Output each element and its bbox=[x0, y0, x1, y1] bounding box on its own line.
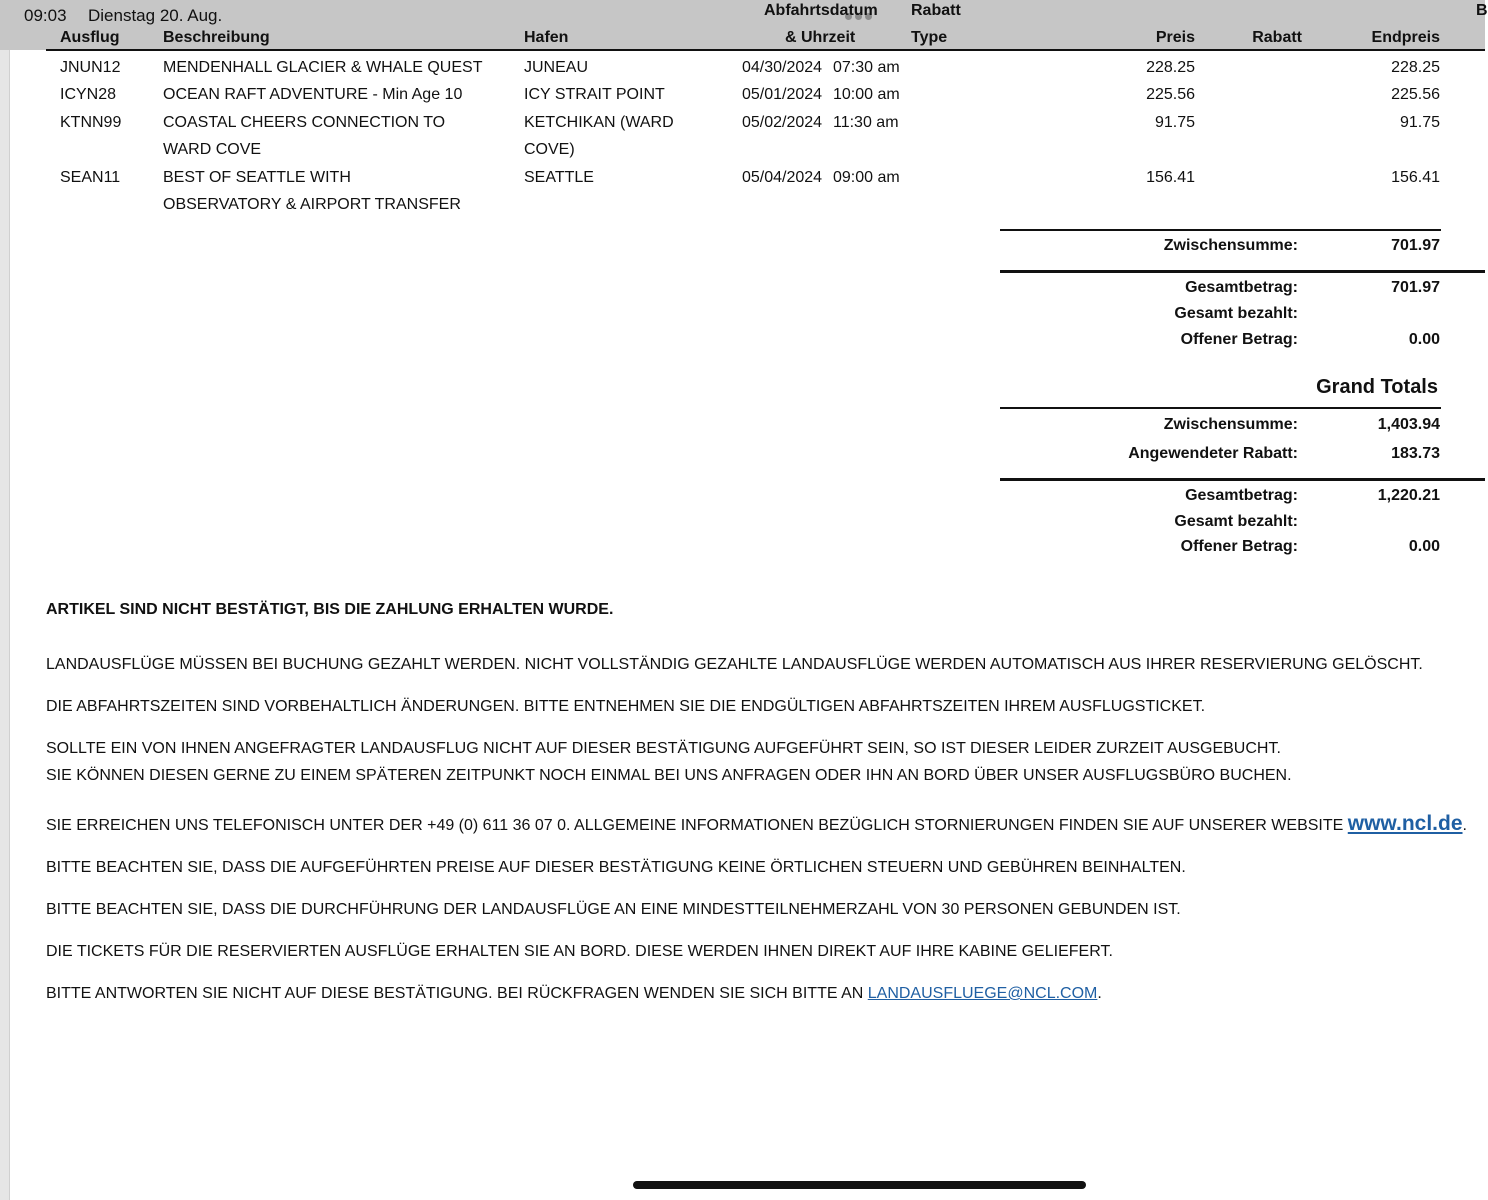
row-port: KETCHIKAN (WARD COVE) bbox=[524, 114, 674, 158]
status-time: 09:03 bbox=[24, 6, 67, 25]
row-description: COASTAL CHEERS CONNECTION TO WARD COVE bbox=[163, 114, 446, 158]
row-final-price: 91.75 bbox=[1399, 114, 1440, 131]
row-code: SEAN11 bbox=[60, 169, 121, 186]
row-time: 07:30 am bbox=[833, 59, 900, 76]
row-port: JUNEAU bbox=[524, 59, 589, 76]
row-price: 91.75 bbox=[1154, 114, 1195, 131]
row-final-price: 228.25 bbox=[1391, 59, 1440, 76]
note-contact-text: SIE ERREICHEN UNS TELEFONISCH UNTER DER +49 (0) 611 36 07 0. ALLGEMEINE INFORMATIONEN BEZÜGLICH STORNIERUNGEN FINDEN SIE AUF UNSERER WEBSITE bbox=[46, 817, 1348, 834]
payment-notice: ARTIKEL SIND NICHT BESTÄTIGT, BIS DIE ZAHLUNG ERHALTEN WURDE. bbox=[46, 601, 614, 618]
home-indicator[interactable] bbox=[633, 1181, 1086, 1189]
status-date: Dienstag 20. Aug. bbox=[88, 6, 223, 25]
note-min-participants: BITTE BEACHTEN SIE, DASS DIE DURCHFÜHRUNG DER LANDAUSFLÜGE AN EINE MINDESTTEILNEHMERZAHL VON 30 PERSONEN GEBUNDEN IST. bbox=[46, 901, 1181, 918]
grand-totals-heading: Grand Totals bbox=[1316, 376, 1438, 398]
col-header-preis: Preis bbox=[1155, 29, 1195, 46]
row-price: 228.25 bbox=[1146, 59, 1195, 76]
row-final-price: 225.56 bbox=[1391, 86, 1440, 103]
row-final-price: 156.41 bbox=[1391, 169, 1440, 186]
row-date: 05/04/2024 bbox=[742, 169, 823, 186]
row-price: 225.56 bbox=[1146, 86, 1195, 103]
row-description: OCEAN RAFT ADVENTURE - Min Age 10 bbox=[163, 86, 463, 103]
total-value: 701.97 bbox=[1391, 279, 1440, 296]
note-departure-times: DIE ABFAHRTSZEITEN SIND VORBEHALTLICH ÄNDERUNGEN. BITTE ENTNEHMEN SIE DIE ENDGÜLTIGEN ABFAHRTSZEITEN IHREM AUSFLUGSTICKET. bbox=[46, 698, 1206, 715]
note-contact bbox=[46, 812, 1467, 836]
discount-label: Angewendeter Rabatt: bbox=[1128, 445, 1298, 462]
col-header-rabatt-type-line1: Rabatt bbox=[911, 2, 961, 19]
total-label: Gesamtbetrag: bbox=[1185, 279, 1298, 296]
row-code: JNUN12 bbox=[60, 59, 121, 76]
email-link[interactable]: LANDAUSFLUEGE@NCL.COM bbox=[867, 985, 1098, 1002]
row-code: ICYN28 bbox=[60, 86, 117, 103]
note-taxes: BITTE BEACHTEN SIE, DASS DIE AUFGEFÜHRTEN PREISE AUF DIESER BESTÄTIGUNG KEINE ÖRTLICHEN STEUERN UND GEBÜHREN BEINHALTEN. bbox=[46, 859, 1186, 876]
grand-total-label: Gesamtbetrag: bbox=[1185, 487, 1298, 504]
note-book-later: SIE KÖNNEN DIESEN GERNE ZU EINEM SPÄTEREN ZEITPUNKT NOCH EINMAL BEI UNS ANFRAGEN ODER IHN AN BORD ÜBER UNSER AUSFLUGSBÜRO BUCHEN. bbox=[46, 767, 1292, 784]
grand-open-amount-label: Offener Betrag: bbox=[1180, 538, 1298, 555]
discount-value: 183.73 bbox=[1391, 445, 1440, 462]
grand-open-amount-value: 0.00 bbox=[1408, 538, 1440, 555]
row-description: MENDENHALL GLACIER & WHALE QUEST bbox=[163, 59, 483, 76]
row-time: 09:00 am bbox=[833, 169, 900, 186]
grand-subtotal-label: Zwischensumme: bbox=[1163, 416, 1298, 433]
col-header-abfahrt-line1: Abfahrtsdatum bbox=[764, 2, 878, 19]
header-divider bbox=[46, 49, 1485, 51]
open-amount-label: Offener Betrag: bbox=[1180, 331, 1298, 348]
grand-total-divider bbox=[1000, 478, 1485, 481]
col-header-beschreibung: Beschreibung bbox=[163, 29, 270, 46]
page-left-edge bbox=[0, 0, 10, 1200]
note-tickets: DIE TICKETS FÜR DIE RESERVIERTEN AUSFLÜGE ERHALTEN SIE AN BORD. DIESE WERDEN IHNEN DIREKT AUF IHRE KABINE GELIEFERT. bbox=[46, 943, 1113, 960]
grand-subtotal-value: 1,403.94 bbox=[1377, 416, 1440, 433]
row-time: 10:00 am bbox=[833, 86, 900, 103]
col-header-abfahrt-line2: & Uhrzeit bbox=[785, 29, 856, 46]
subtotal-label: Zwischensumme: bbox=[1163, 237, 1298, 254]
note-payment-required: LANDAUSFLÜGE MÜSSEN BEI BUCHUNG GEZAHLT WERDEN. NICHT VOLLSTÄNDIG GEZAHLTE LANDAUSFLÜGE WERDEN AUTOMATISCH AUS IHRER RESERVIERUNG GELÖSCHT. bbox=[46, 656, 1423, 673]
row-date: 05/01/2024 bbox=[742, 86, 823, 103]
row-port: SEATTLE bbox=[524, 169, 594, 186]
row-price: 156.41 bbox=[1146, 169, 1195, 186]
row-description: BEST OF SEATTLE WITH OBSERVATORY & AIRPORT TRANSFER bbox=[163, 169, 461, 213]
row-date: 05/02/2024 bbox=[742, 114, 823, 131]
note-no-reply bbox=[46, 985, 1102, 1003]
subtotal-divider bbox=[1000, 229, 1441, 231]
col-header-hafen: Hafen bbox=[524, 29, 569, 46]
subtotal-value: 701.97 bbox=[1391, 237, 1440, 254]
row-date: 04/30/2024 bbox=[742, 59, 823, 76]
row-time: 11:30 am bbox=[833, 114, 899, 131]
col-header-rabatt: Rabatt bbox=[1252, 29, 1302, 46]
total-divider bbox=[1000, 270, 1485, 273]
note-no-reply-end: . bbox=[1097, 985, 1102, 1002]
grand-total-value: 1,220.21 bbox=[1377, 487, 1440, 504]
col-header-endpreis: Endpreis bbox=[1371, 29, 1440, 46]
website-link[interactable]: www.ncl.de bbox=[1347, 812, 1463, 835]
col-header-ausflug: Ausflug bbox=[60, 29, 120, 46]
grand-paid-label: Gesamt bezahlt: bbox=[1174, 513, 1298, 530]
paid-label: Gesamt bezahlt: bbox=[1174, 305, 1298, 322]
row-code: KTNN99 bbox=[60, 114, 122, 131]
row-port: ICY STRAIT POINT bbox=[524, 86, 665, 103]
grand-subtotal-divider bbox=[1000, 407, 1441, 409]
note-fully-booked: SOLLTE EIN VON IHNEN ANGEFRAGTER LANDAUSFLUG NICHT AUF DIESER BESTÄTIGUNG AUFGEFÜHRT SEIN, SO IST DIESER LEIDER ZURZEIT AUSGEBUCHT. bbox=[46, 740, 1281, 757]
open-amount-value: 0.00 bbox=[1408, 331, 1440, 348]
col-header-rabatt-type-line2: Type bbox=[911, 29, 948, 46]
col-header-cut: B bbox=[1476, 2, 1488, 19]
note-no-reply-text: BITTE ANTWORTEN SIE NICHT AUF DIESE BESTÄTIGUNG. BEI RÜCKFRAGEN WENDEN SIE SICH BITTE AN bbox=[46, 985, 868, 1002]
note-contact-end: . bbox=[1462, 817, 1467, 834]
